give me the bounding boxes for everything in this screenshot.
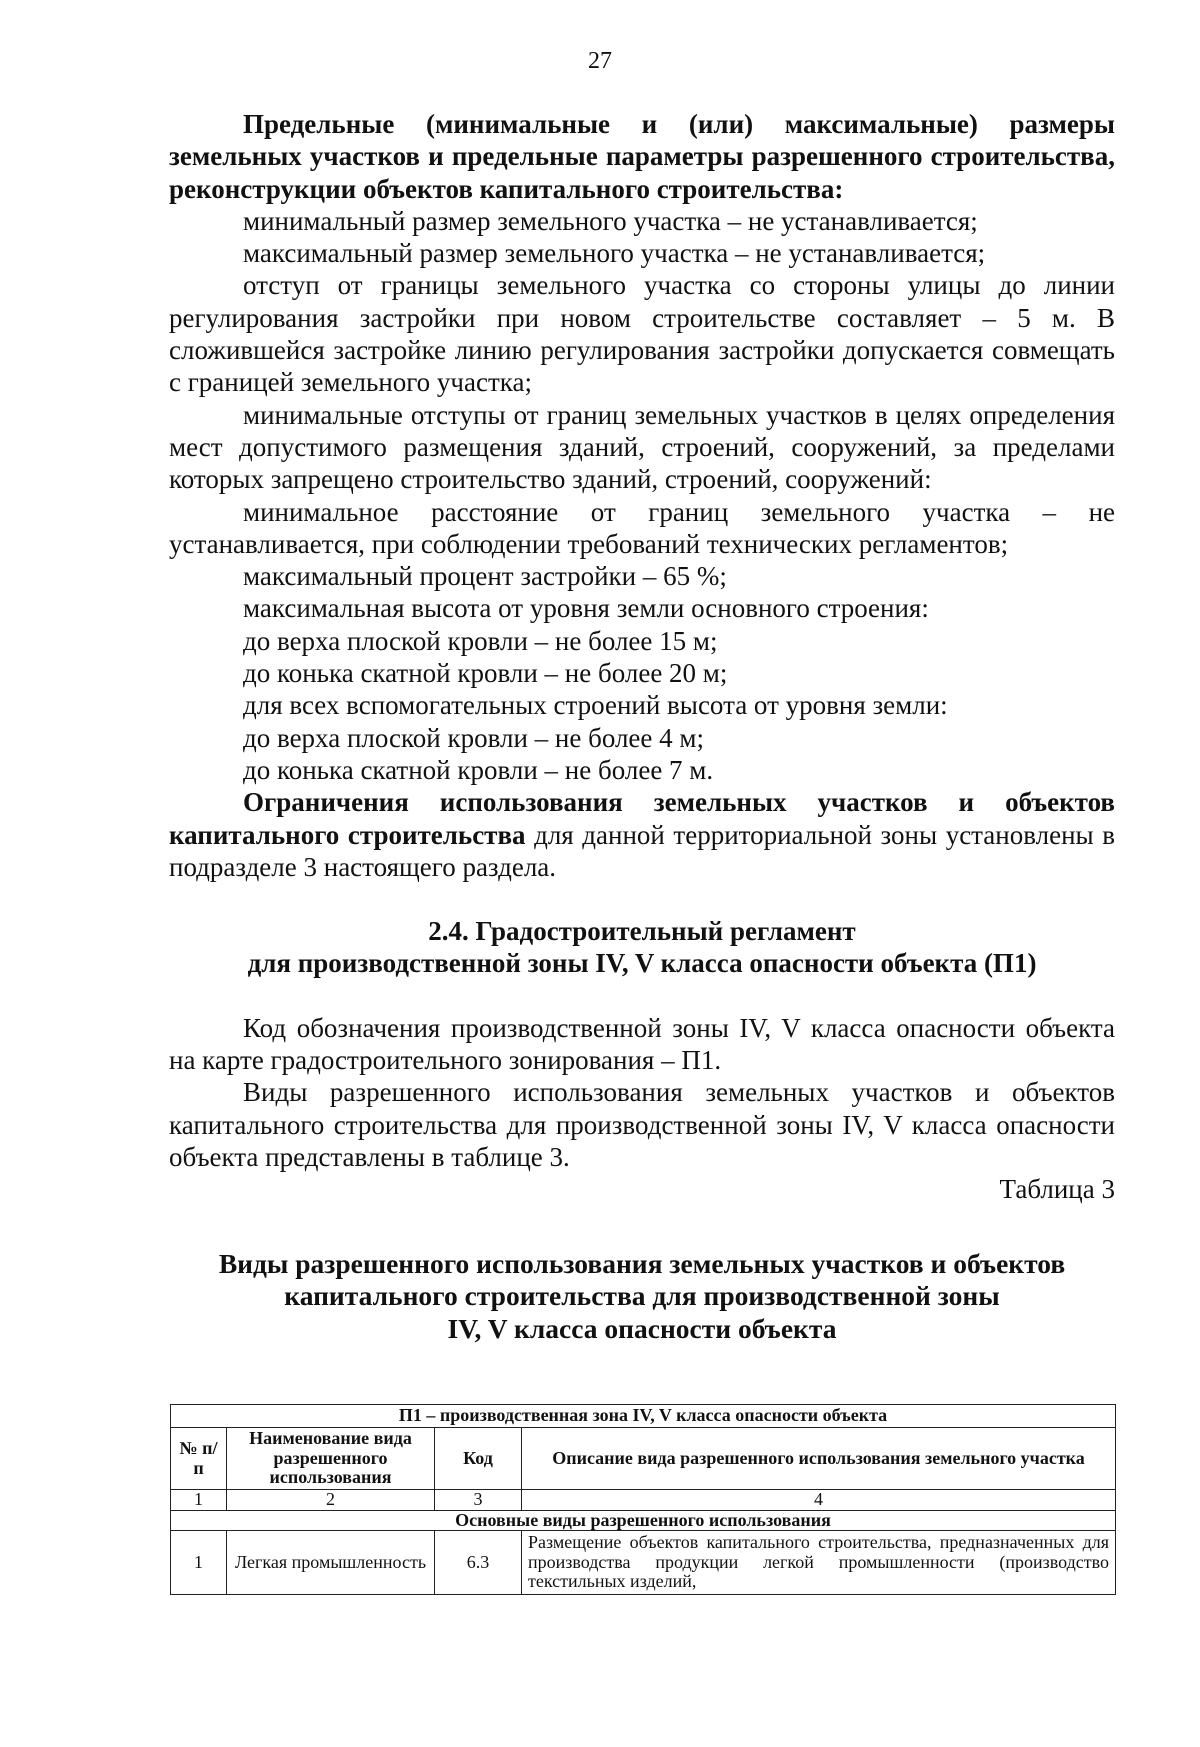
section-title-line2: для производственной зоны IV, V класса опасности объекта (П1) <box>247 948 1037 979</box>
col-index-3: 3 <box>435 1490 522 1511</box>
table-row <box>171 1531 1116 1595</box>
col-index-4: 4 <box>522 1490 1116 1511</box>
street-setback: отступ от границы земельного участка со стороны улицы до линии регулирования застройки при новом строительстве составляет – 5 м. В сложившейся застройке линию регулирования застройки допускается совмещать с границей земельного участка; <box>169 270 1115 398</box>
restrictions-paragraph <box>169 786 1115 883</box>
min-distance-line1: минимальное расстояние от границ земельного участка – не <box>243 496 1115 527</box>
zone-types-paragraph: Виды разрешенного использования земельных участков и объектов капитального строительства для производственной зоны IV, V класса опасности объекта представлены в таблице 3. <box>169 1077 1115 1172</box>
table-column-header-row <box>171 1428 1116 1490</box>
table-title-line2: капитального строительства для производственной зоны <box>284 1280 1000 1311</box>
aux-height: для всех вспомогательных строений высота от уровня земли: <box>243 690 948 721</box>
section-title-line1: 2.4. Градостроительный регламент <box>428 916 856 947</box>
col-index-1: 1 <box>171 1490 227 1511</box>
table-title-line3: IV, V класса опасности объекта <box>447 1312 837 1344</box>
row-code: 6.3 <box>435 1531 522 1595</box>
table-column-index-row <box>171 1490 1116 1511</box>
min-setbacks: минимальные отступы от границ земельных участков в целях определения мест допустимого размещения зданий, строений, сооружений, за пределами которых запрещено строительство зданий, строений, сооружений: <box>169 399 1115 495</box>
table-zone-header-row <box>171 1405 1116 1428</box>
restrictions-bold: Ограничения использования земельных участков и объектов капитального строительства <box>169 787 1115 850</box>
pitched-roof-main: до конька скатной кровли – не более 20 м; <box>243 658 728 689</box>
min-distance-line2: устанавливается, при соблюдении требований технических регламентов; <box>169 528 1009 559</box>
usage-table <box>170 1404 1116 1595</box>
max-coverage: максимальный процент застройки – 65 %; <box>243 561 727 592</box>
zone-header-cell: П1 – производственная зона IV, V класса опасности объекта <box>171 1405 1116 1428</box>
min-plot-size: минимальный размер земельного участка – не устанавливается; <box>243 205 978 236</box>
limits-heading: Предельные (минимальные и (или) максимальные) размеры земельных участков и предельные параметры разрешенного строительства, реконструкции объектов капитального строительства: <box>169 109 1115 204</box>
col-header-num: № п/п <box>171 1428 227 1490</box>
col-header-desc: Описание вида разрешенного использования земельного участка <box>522 1428 1116 1490</box>
pitched-roof-aux: до конька скатной кровли – не более 7 м. <box>243 754 714 785</box>
col-header-code: Код <box>435 1428 522 1490</box>
page-content <box>169 108 1115 1345</box>
page-number: 27 <box>588 48 612 74</box>
flat-roof-main: до верха плоской кровли – не более 15 м; <box>243 625 718 656</box>
spacer <box>169 980 1115 1012</box>
row-name: Легкая промышленность <box>227 1531 435 1595</box>
section-title <box>169 915 1115 980</box>
table-title <box>169 1248 1115 1346</box>
zone-code-paragraph: Код обозначения производственной зоны IV, V класса опасности объекта на карте градостроительного зонирования – П1. <box>169 1012 1115 1076</box>
group-main-cell: Основные виды разрешенного использования <box>171 1510 1116 1531</box>
col-index-2: 2 <box>227 1490 435 1511</box>
max-plot-size: максимальный размер земельного участка – не устанавливается; <box>243 238 986 269</box>
table-label: Таблица 3 <box>999 1174 1115 1205</box>
row-desc: Размещение объектов капитального строительства, предназначенных для производства продукции легкой промышленности (производство текстильных изделий, <box>522 1531 1116 1595</box>
max-height-main: максимальная высота от уровня земли основного строения: <box>243 593 929 624</box>
table-title-line1: Виды разрешенного использования земельных участков и объектов <box>218 1247 1066 1279</box>
flat-roof-aux: до верха плоской кровли – не более 4 м; <box>243 722 704 753</box>
row-num: 1 <box>171 1531 227 1595</box>
restrictions-rest: для данной территориальной зоны установлены в подразделе 3 настоящего раздела. <box>169 819 1115 882</box>
table-group-row <box>171 1510 1116 1531</box>
col-header-name: Наименование вида разрешенного использования <box>227 1428 435 1490</box>
